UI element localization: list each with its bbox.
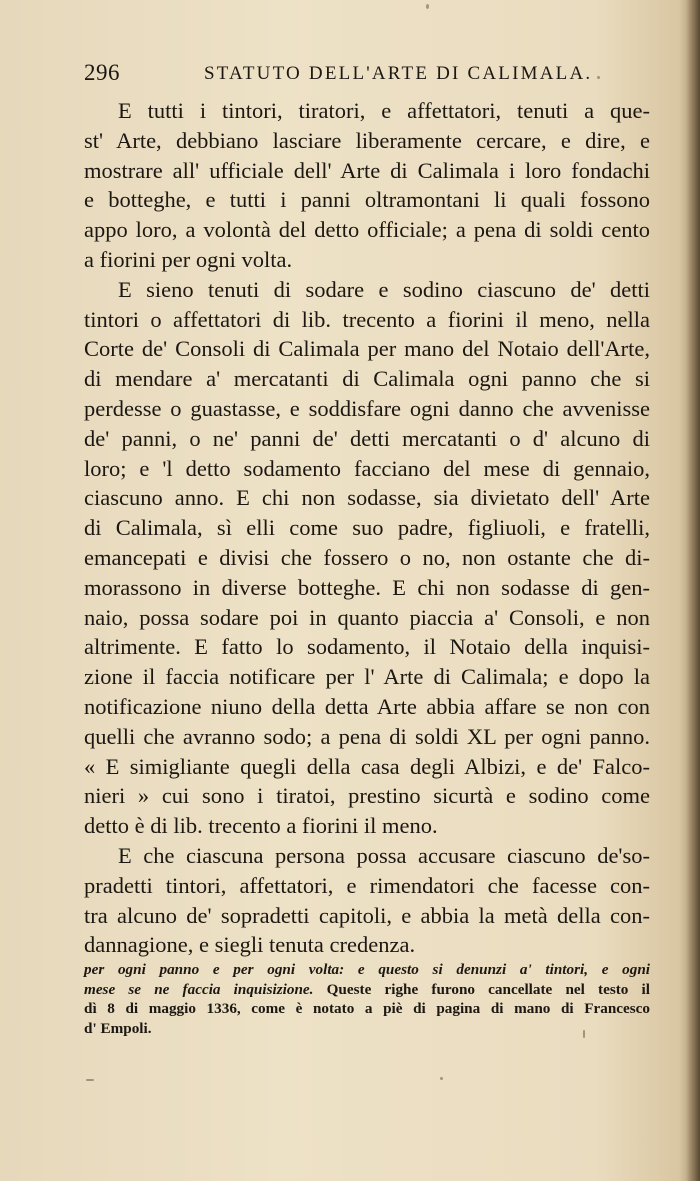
text-line: appo loro, a volontà del detto officiale; a pena di soldi cento bbox=[84, 217, 650, 243]
text-line: ciascuno anno. E chi non sodasse, sia divietato dell' Arte bbox=[84, 485, 650, 511]
text-line: zione il faccia notificare per l' Arte di Calimala; e dopo la bbox=[84, 664, 650, 690]
main-text bbox=[84, 96, 650, 960]
paper-speck bbox=[583, 1030, 585, 1038]
text-line: naio, possa sodare poi in quanto piaccia a' Consoli, e non bbox=[84, 604, 650, 630]
text-line: quelli che avranno sodo; a pena di soldi XL per ogni panno. bbox=[84, 723, 650, 749]
footnote bbox=[84, 960, 650, 1038]
text-line: altrimente. E fatto lo sodamento, il Notaio della inquisi- bbox=[84, 634, 650, 660]
text-line: morassono in diverse botteghe. E chi non sodasse di gen- bbox=[84, 574, 650, 600]
text-line: pradetti tintori, affettatori, e rimendatori che facesse con- bbox=[84, 872, 650, 898]
text-line: detto è di lib. trecento a fiorini il meno. bbox=[84, 813, 438, 839]
text-line: dannagione, e siegli tenuta credenza. bbox=[84, 932, 416, 958]
text-line: « E simigliante quegli della casa degli Albizi, e de' Falco- bbox=[84, 753, 650, 779]
text-line: mostrare all' ufficiale dell' Arte di Calimala i loro fondachi bbox=[84, 157, 650, 183]
text-line: E tutti i tintori, tiratori, e affettatori, tenuti a que- bbox=[118, 98, 650, 123]
text-line: loro; e 'l detto sodamento facciano del mese di gennaio, bbox=[84, 455, 650, 481]
text-line: E sieno tenuti di sodare e sodino ciascuno de' detti bbox=[118, 276, 650, 302]
page-header bbox=[84, 60, 644, 90]
text-line: nieri » cui sono i tiratoi, prestino sicurtà e sodino come bbox=[84, 783, 650, 809]
footnote-line: d' Empoli. bbox=[84, 1019, 152, 1037]
footnote-italic: mese se ne faccia inquisizione. bbox=[84, 980, 314, 998]
footnote-line bbox=[84, 960, 650, 980]
text-line: a fiorini per ogni volta. bbox=[84, 246, 293, 272]
page-edge-shadow bbox=[686, 0, 700, 1181]
text-line: di mendare a' mercatanti di Calimala ogni panno che si bbox=[84, 366, 650, 392]
footnote-line: dì 8 di maggio 1336, come è notato a piè di pagina di mano di Francesco bbox=[84, 1000, 650, 1018]
paper-speck bbox=[597, 76, 600, 79]
paper-speck bbox=[86, 1079, 94, 1081]
paper-speck bbox=[440, 1077, 443, 1080]
text-line: Corte de' Consoli di Calimala per mano del Notaio dell'Arte, bbox=[84, 336, 650, 362]
text-line: st' Arte, debbiano lasciare liberamente cercare, e dire, e bbox=[84, 127, 650, 153]
text-line: emancepati e divisi che fossero o no, non ostante che di- bbox=[84, 544, 650, 570]
text-line: de' panni, o ne' panni de' detti mercatanti o d' alcuno di bbox=[84, 425, 650, 451]
text-line: perdesse o guastasse, e soddisfare ogni danno che avvenisse bbox=[84, 395, 650, 421]
text-line: tintori o affettatori di lib. trecento a fiorini il meno, nella bbox=[84, 306, 650, 332]
footnote-text: Queste righe furono cancellate nel testo il bbox=[313, 980, 650, 998]
text-line: di Calimala, sì elli come suo padre, figliuoli, e fratelli, bbox=[84, 515, 650, 541]
running-title: STATUTO DELL'ARTE DI CALIMALA. bbox=[204, 63, 593, 84]
paper-speck bbox=[426, 4, 429, 9]
footnote-line bbox=[84, 980, 650, 1000]
text-line: notificazione niuno della detta Arte abbia affare se non con bbox=[84, 693, 650, 719]
text-line: tra alcuno de' sopradetti capitoli, e abbia la metà della con- bbox=[84, 902, 650, 928]
footnote-italic: per ogni panno e per ogni volta: e questo si denunzi a' tintori, e ogni bbox=[84, 961, 650, 978]
text-line: e botteghe, e tutti i panni oltramontani li quali fossono bbox=[84, 187, 650, 213]
text-line: E che ciascuna persona possa accusare ciascuno de'so- bbox=[118, 842, 650, 868]
page-number: 296 bbox=[84, 60, 120, 85]
